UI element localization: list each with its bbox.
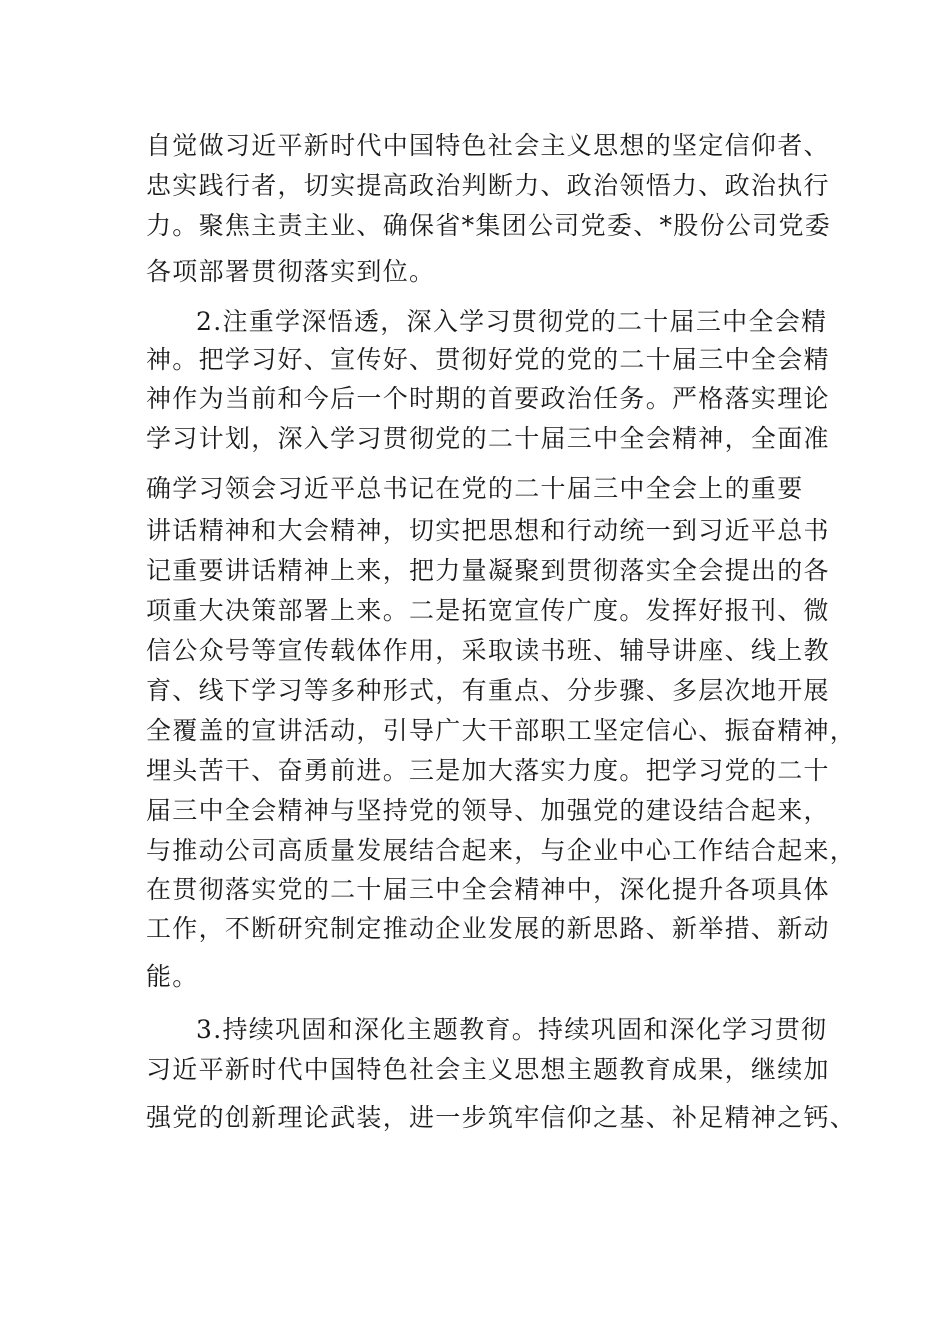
text-line: 在贯彻落实党的二十届三中全会精神中，深化提升各项具体 — [146, 875, 830, 904]
text-line: 各项部署贯彻落实到位。 — [146, 257, 436, 286]
text-line: 项重大决策部署上来。二是拓宽宣传广度。发挥好报刊、微 — [146, 596, 830, 625]
text-line: 神作为当前和今后一个时期的首要政治任务。严格落实理论 — [146, 384, 830, 413]
text-line: 力。聚焦主责主业、确保省*集团公司党委、*股份公司党委 — [146, 211, 832, 240]
text-line: 确学习领会习近平总书记在党的二十届三中全会上的重要 — [146, 474, 804, 503]
text-line: 强党的创新理论武装，进一步筑牢信仰之基、补足精神之钙、 — [146, 1103, 857, 1132]
text-line: 埋头苦干、奋勇前进。三是加大落实力度。把学习党的二十 — [146, 756, 830, 785]
paragraph-start-line: 3.持续巩固和深化主题教育。持续巩固和深化学习贯彻 — [196, 1015, 828, 1044]
text-line: 讲话精神和大会精神，切实把思想和行动统一到习近平总书 — [146, 516, 830, 545]
text-line: 届三中全会精神与坚持党的领导、加强党的建设结合起来， — [146, 796, 830, 825]
text-line: 记重要讲话精神上来，把力量凝聚到贯彻落实全会提出的各 — [146, 556, 830, 585]
text-line: 育、线下学习等多种形式，有重点、分步骤、多层次地开展 — [146, 676, 830, 705]
text-line: 自觉做习近平新时代中国特色社会主义思想的坚定信仰者、 — [146, 131, 830, 160]
text-line: 能。 — [146, 962, 199, 991]
text-line: 全覆盖的宣讲活动，引导广大干部职工坚定信心、振奋精神， — [146, 716, 857, 745]
text-line: 学习计划，深入学习贯彻党的二十届三中全会精神，全面准 — [146, 424, 830, 453]
text-line: 忠实践行者，切实提高政治判断力、政治领悟力、政治执行 — [146, 171, 830, 200]
text-line: 工作，不断研究制定推动企业发展的新思路、新举措、新动 — [146, 914, 830, 943]
text-line: 习近平新时代中国特色社会主义思想主题教育成果，继续加 — [146, 1055, 830, 1084]
text-line: 与推动公司高质量发展结合起来，与企业中心工作结合起来， — [146, 836, 857, 865]
text-line: 信公众号等宣传载体作用，采取读书班、辅导讲座、线上教 — [146, 636, 830, 665]
text-line: 神。把学习好、宣传好、贯彻好党的党的二十届三中全会精 — [146, 345, 830, 374]
paragraph-start-line: 2.注重学深悟透，深入学习贯彻党的二十届三中全会精 — [196, 307, 828, 336]
